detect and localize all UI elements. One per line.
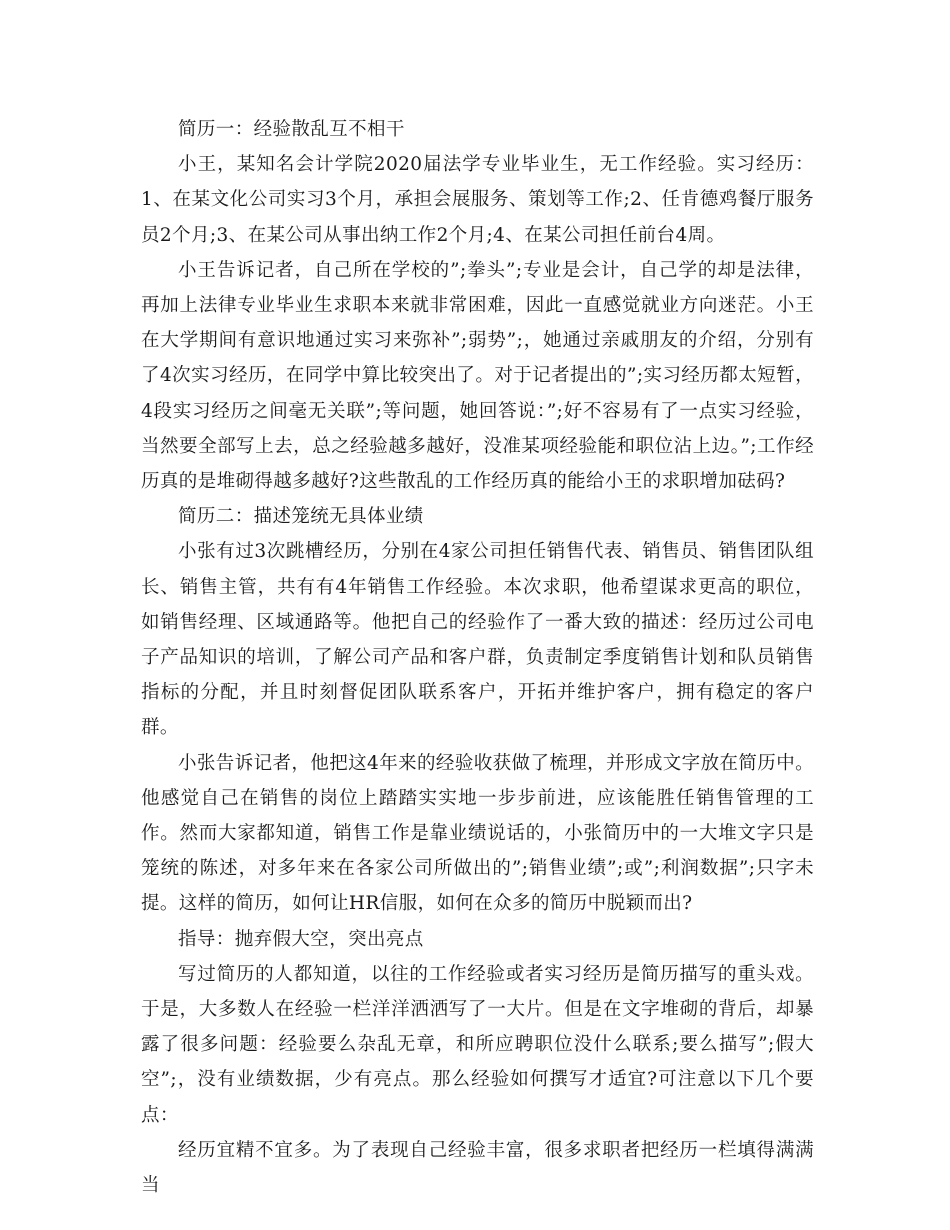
paragraph: 小王，某知名会计学院2020届法学专业毕业生，无工作经验。实习经历：1、在某文化公司实习3个月，承担会展服务、策划等工作;2、任肯德鸡餐厅服务员2个月;3、在某公司从事出纳工作2个月;4、在某公司担任前台4周。 [141,154,814,246]
paragraph: 小王告诉记者，自己所在学校的”;拳头”;专业是会计，自己学的却是法律，再加上法律专业毕业生求职本来就非常困难，因此一直感觉就业方向迷茫。小王在大学期间有意识地通过实习来弥补”;弱势”;，她通过亲戚朋友的介绍，分别有了4次实习经历，在同学中算比较突出了。对于记者提出的”;实习经历都太短暂，4段实习经历之间毫无关联”;等问题，她回答说：”;好不容易有了一点实习经验，当然要全部写上去，总之经验越多越好，没准某项经验能和职位沾上边。”;工作经历真的是堆砌得越多越好?这些散乱的工作经历真的能给小王的求职增加砝码? [141,259,814,493]
paragraph: 写过简历的人都知道，以往的工作经验或者实习经历是简历描写的重头戏。于是，大多数人在经验一栏洋洋洒洒写了一大片。但是在文字堆砌的背后，却暴露了很多问题：经验要么杂乱无章，和所应聘职位没什么联系;要么描写”;假大空”;，没有业绩数据，少有亮点。那么经验如何撰写才适宜?可注意以下几个要点： [141,963,814,1126]
section-heading-resume-one: 简历一：经验散乱互不相干 [178,119,405,140]
paragraph: 小张有过3次跳槽经历，分别在4家公司担任销售代表、销售员、销售团队组长、销售主管，共有有4年销售工作经验。本次求职，他希望谋求更高的职位，如销售经理、区域通路等。他把自己的经验作了一番大致的描述：经历过公司电子产品知识的培训，了解公司产品和客户群，负责制定季度销售计划和队员销售指标的分配，并且时刻督促团队联系客户，开拓并维护客户，拥有稳定的客户群。 [141,541,814,739]
paragraph: 小张告诉记者，他把这4年来的经验收获做了梳理，并形成文字放在简历中。他感觉自己在销售的岗位上踏踏实实地一步步前进，应该能胜任销售管理的工作。然而大家都知道，销售工作是靠业绩说话的，小张简历中的一大堆文字只是笼统的陈述，对多年来在各家公司所做出的”;销售业绩”;或”;利润数据”;只字未提。这样的简历，如何让HR信服，如何在众多的简历中脱颖而出? [141,752,814,915]
section-heading-guidance: 指导：抛弃假大空，突出亮点 [178,928,424,950]
section-heading-resume-two: 简历二：描述笼统无具体业绩 [178,506,424,528]
paragraph: 经历宜精不宜多。为了表现自己经验丰富，很多求职者把经历一栏填得满满当 [141,1139,814,1197]
document-body [141,112,814,1203]
